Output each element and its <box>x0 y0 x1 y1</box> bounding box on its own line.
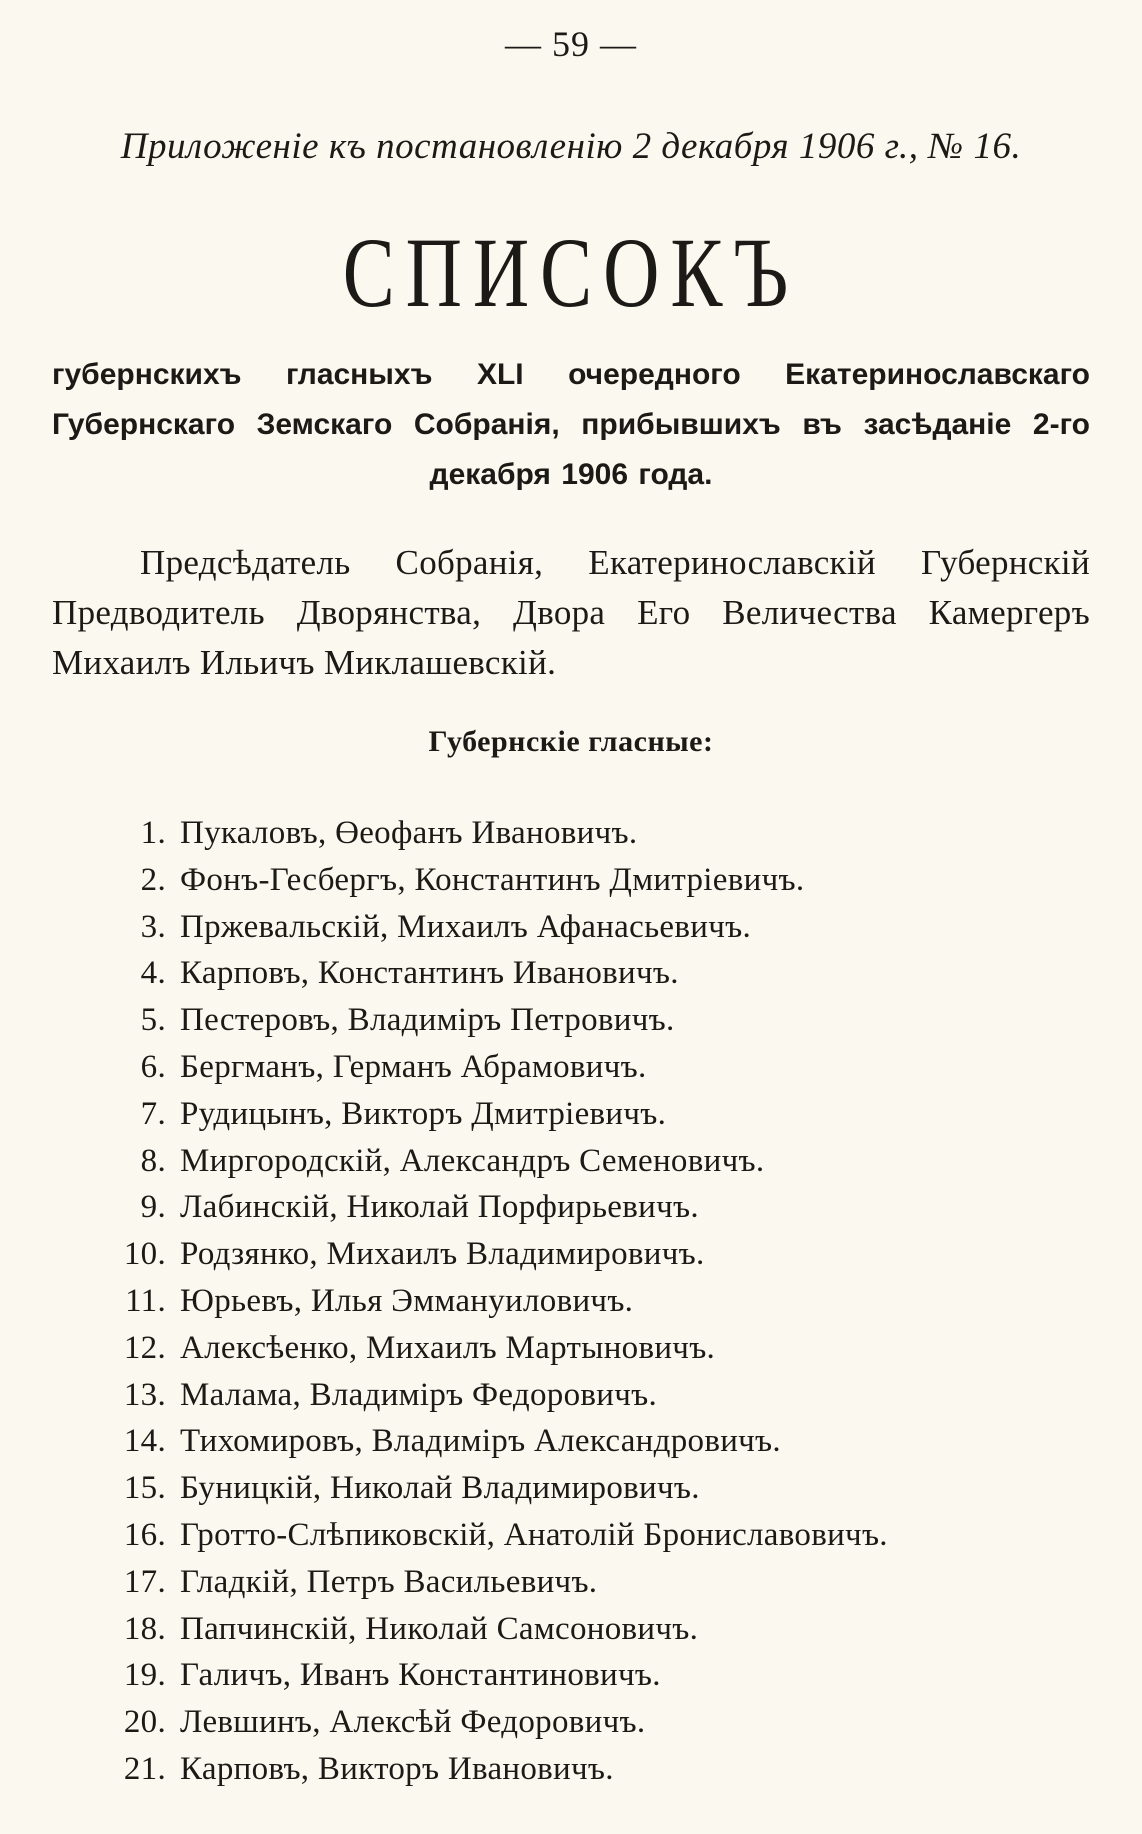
chairman-paragraph: Предсѣдатель Собранія, Екатеринославскій Губернскій Предводитель Дворянства, Двора Его Величества Камергеръ Михаилъ Ильичъ Миклашевскій. <box>52 543 1090 682</box>
document-title: СПИСОКЪ <box>342 217 800 328</box>
list-item <box>52 1184 1090 1231</box>
item-number: 8. <box>140 1142 166 1179</box>
item-number: 18. <box>123 1610 166 1647</box>
member-name: Тихомировъ, Владиміръ Александровичъ. <box>180 1423 781 1460</box>
appendix-line: Приложеніе къ постановленію 2 декабря 1906 г., № 16. <box>120 126 1022 167</box>
item-number: 2. <box>140 861 166 898</box>
list-item <box>52 1699 1090 1746</box>
item-number: 12. <box>123 1329 166 1366</box>
list-item <box>52 904 1090 951</box>
item-number: 13. <box>123 1376 166 1413</box>
member-name: Рудицынъ, Викторъ Дмитріевичъ. <box>180 1095 667 1132</box>
member-name: Миргородскій, Александръ Семеновичъ. <box>180 1142 765 1179</box>
member-name: Родзянко, Михаилъ Владимировичъ. <box>180 1236 705 1273</box>
member-name: Галичъ, Иванъ Константиновичъ. <box>180 1657 661 1694</box>
item-number: 3. <box>140 908 166 945</box>
member-name: Бергманъ, Германъ Абрамовичъ. <box>180 1048 647 1085</box>
member-name: Гротто-Слѣпиковскій, Анатолій Брониславовичъ. <box>180 1516 888 1553</box>
item-number: 11. <box>125 1282 166 1319</box>
member-name: Пржевальскій, Михаилъ Афанасьевичъ. <box>180 908 752 945</box>
item-number: 19. <box>123 1657 166 1694</box>
member-name: Пукаловъ, Өеофанъ Ивановичъ. <box>180 815 638 851</box>
member-name: Папчинскій, Николай Самсоновичъ. <box>180 1610 699 1647</box>
member-name: Левшинъ, Алексѣй Федоровичъ. <box>180 1704 646 1741</box>
item-number: 21. <box>123 1750 166 1787</box>
member-name: Алексѣенко, Михаилъ Мартыновичъ. <box>180 1329 716 1366</box>
item-number: 20. <box>123 1704 166 1741</box>
document-subtitle: губернскихъ гласныхъ XLI очередного Екатеринославскаго Губернскаго Земскаго Собранія, прибывшихъ въ засѣданіе 2-го декабря 1906 года. <box>52 358 1090 491</box>
item-number: 5. <box>140 1002 166 1039</box>
list-item <box>52 1325 1090 1372</box>
item-number: 9. <box>140 1189 166 1226</box>
item-number: 7. <box>140 1095 166 1132</box>
item-number: 16. <box>123 1516 166 1553</box>
list-item <box>52 857 1090 904</box>
list-item <box>52 1418 1090 1465</box>
member-name: Юрьевъ, Илья Эммануиловичъ. <box>180 1282 634 1319</box>
item-number: 14. <box>123 1423 166 1460</box>
list-item <box>52 997 1090 1044</box>
item-number: 4. <box>140 955 166 992</box>
item-number: 10. <box>123 1236 166 1273</box>
item-number: 1. <box>140 815 166 851</box>
list-item <box>52 1278 1090 1325</box>
list-item <box>52 1606 1090 1653</box>
item-number: 17. <box>123 1563 166 1600</box>
section-heading: Губернскіе гласные: <box>428 725 714 758</box>
list-item <box>52 1512 1090 1559</box>
list-item <box>52 1559 1090 1606</box>
page-number: — 59 — <box>505 24 637 64</box>
list-item <box>52 1652 1090 1699</box>
member-name: Буницкій, Николай Владимировичъ. <box>180 1470 700 1507</box>
list-item <box>52 810 1090 857</box>
member-name: Лабинскій, Николай Порфирьевичъ. <box>180 1189 699 1226</box>
item-number: 15. <box>123 1470 166 1507</box>
list-item <box>52 1465 1090 1512</box>
list-item <box>52 1231 1090 1278</box>
list-item <box>52 1044 1090 1091</box>
item-number: 6. <box>140 1048 166 1085</box>
member-name: Пестеровъ, Владиміръ Петровичъ. <box>180 1002 675 1039</box>
list-item <box>52 1372 1090 1419</box>
member-name: Малама, Владиміръ Федоровичъ. <box>180 1376 658 1413</box>
member-name: Фонъ-Гесбергъ, Константинъ Дмитріевичъ. <box>180 861 805 898</box>
member-name: Карповъ, Константинъ Ивановичъ. <box>180 955 679 992</box>
list-item <box>52 1091 1090 1138</box>
list-item <box>52 950 1090 997</box>
list-item <box>52 1746 1090 1793</box>
member-name: Карповъ, Викторъ Ивановичъ. <box>180 1750 614 1787</box>
list-item <box>52 1138 1090 1185</box>
member-name: Гладкій, Петръ Васильевичъ. <box>180 1563 598 1600</box>
members-list <box>52 810 1090 1793</box>
